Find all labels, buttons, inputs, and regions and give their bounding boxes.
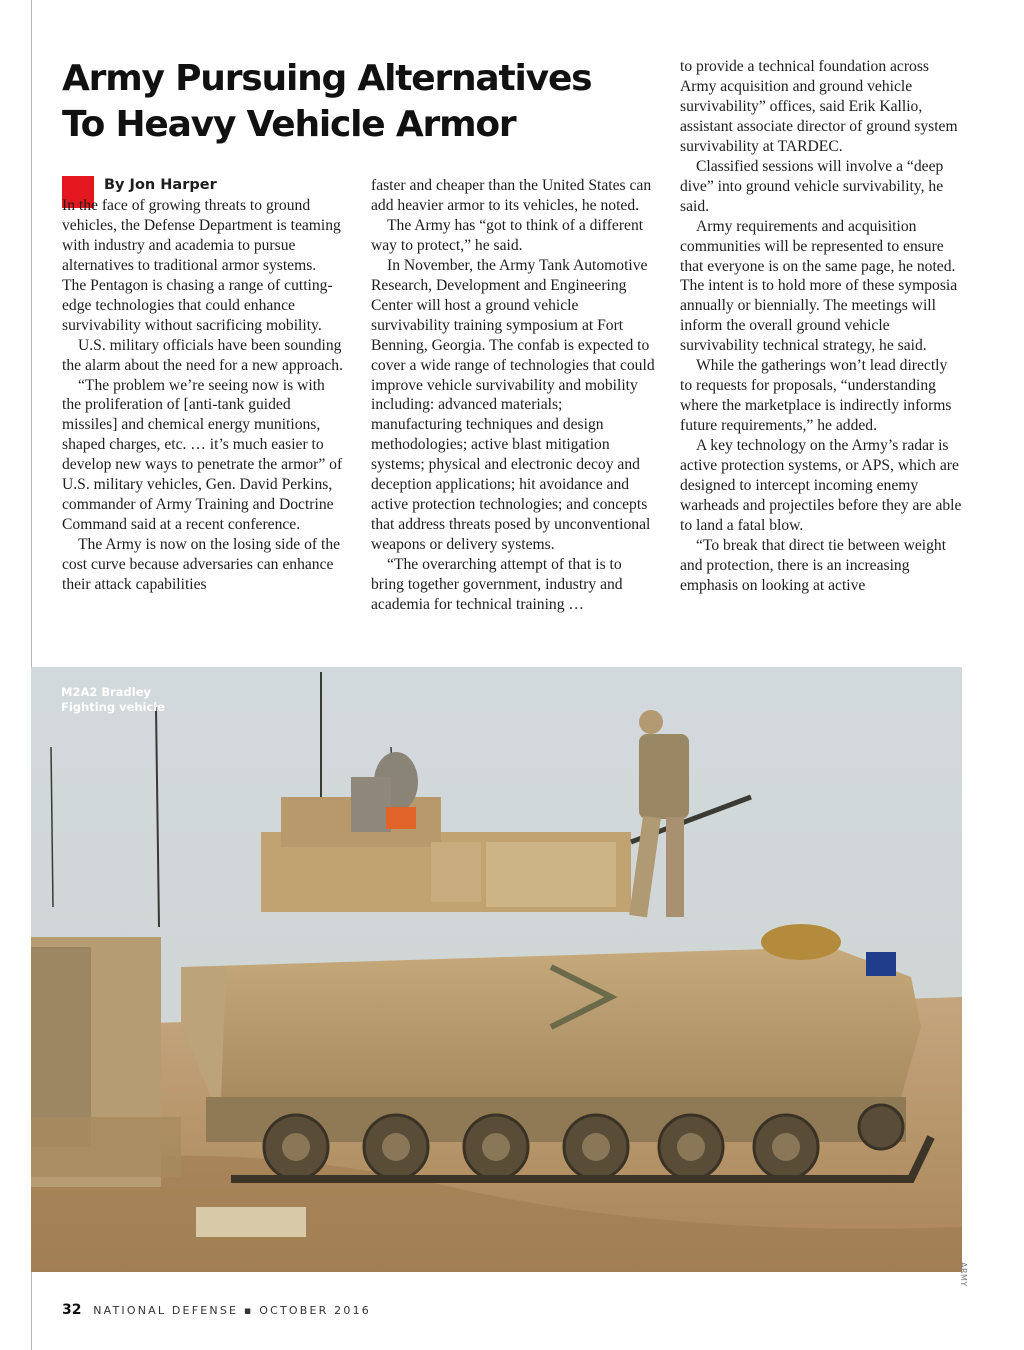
headline-line-1: Army Pursuing Alternatives xyxy=(62,58,592,99)
paragraph: A key technology on the Army’s radar is active protection systems, or APS, which are designed to intercept incoming enemy warheads and projectiles before they are able to land a fatal blow. xyxy=(680,437,962,534)
footer-separator: ▪ xyxy=(243,1304,254,1317)
paragraph: Classified sessions will involve a “deep dive” into ground vehicle survivability, he said. xyxy=(680,157,944,215)
paragraph: In November, the Army Tank Automotive Research, Development and Engineering Center will host a ground vehicle survivability training symposium at Fort Benning, Georgia. The confab is expected to cover a wide range of technologies that could improve vehicle survivability and mobility including: advanced materials; manufacturing techniques and design methodologies; active blast mitigation systems; physical and electronic decoy and deception applications; hit avoidance and active protection technologies; and concepts that address threats posed by unconventional weapons or delivery systems. xyxy=(371,256,655,554)
paragraph: “The overarching attempt of that is to bring together government, industry and academia for technical training … xyxy=(371,556,623,614)
paragraph: U.S. military officials have been sounding the alarm about the need for a new approach. xyxy=(62,336,343,374)
publication-name: NATIONAL DEFENSE xyxy=(93,1304,239,1317)
article-column-3 xyxy=(680,57,962,596)
article-column-1 xyxy=(62,176,344,595)
photo-caption xyxy=(61,685,165,715)
paragraph: “To break that direct tie between weight and protection, there is an increasing emphasis on looking at active xyxy=(680,536,947,594)
article-headline xyxy=(62,56,652,148)
paragraph: faster and cheaper than the United States can add heavier armor to its vehicles, he noted. xyxy=(371,177,652,214)
paragraph: The Army has “got to think of a different way to protect,” he said. xyxy=(371,216,644,254)
paragraph: “The problem we’re seeing now is with the proliferation of [anti-tank guided missiles] and chemical energy munitions, shaped charges, etc. … it’s much easier to develop new ways to penetrate the armor” of U.S. military vehicles, Gen. David Perkins, commander of Army Training and Doctrine Command said at a recent conference. xyxy=(62,376,343,534)
paragraph: to provide a technical foundation across Army acquisition and ground vehicle survivability” offices, said Erik Kallio, assistant associate director of ground system survivability at TARDEC. xyxy=(680,58,958,155)
byline: By Jon Harper xyxy=(104,177,217,193)
bradley-illustration xyxy=(31,667,962,1272)
photo-credit: ARMY xyxy=(959,1262,968,1287)
bradley-vehicle-photo xyxy=(31,667,962,1272)
paragraph: In the face of growing threats to ground vehicles, the Defense Department is teaming with industry and academia to pursue alternatives to traditional armor systems. The Pentagon is chasing a range of cutting-edge technologies that could enhance survivability without sacrificing mobility. xyxy=(62,196,341,334)
caption-line-2: Fighting vehicle xyxy=(61,700,166,714)
page-footer xyxy=(62,1302,371,1318)
article-column-2 xyxy=(371,176,655,615)
paragraph: While the gatherings won’t lead directly to requests for proposals, “understanding where the marketplace is indirectly informs future requirements,” he added. xyxy=(680,357,952,435)
paragraph: The Army is now on the losing side of the cost curve because adversaries can enhance their attack capabilities xyxy=(62,536,341,594)
caption-line-1: M2A2 Bradley xyxy=(61,685,152,699)
paragraph: Army requirements and acquisition communities will be represented to ensure that everyone is on the same page, he noted. The intent is to hold more of these symposia annually or biennially. The meetings will inform the overall ground vehicle survivability technical strategy, he said. xyxy=(680,217,958,355)
page-number: 32 xyxy=(62,1302,82,1318)
headline-line-2: To Heavy Vehicle Armor xyxy=(62,104,516,145)
issue-date: OCTOBER 2016 xyxy=(259,1304,371,1317)
